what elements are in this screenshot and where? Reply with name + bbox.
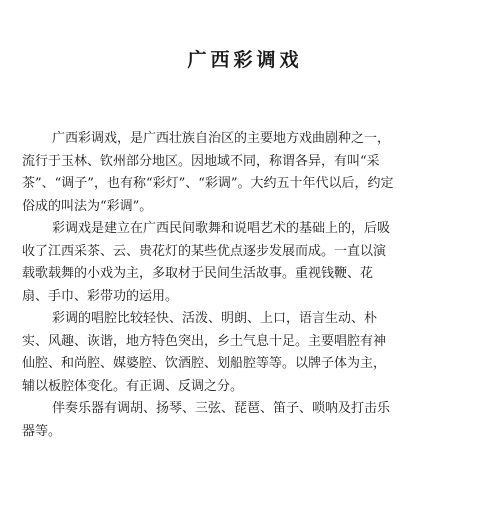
text-line: 扇、手巾、彩带功的运用。	[22, 288, 179, 304]
text-line: 茶”、“调子”，也有称“彩灯”、“彩调”。大约五十年代以后，约定	[22, 176, 394, 191]
paragraph-2	[22, 218, 442, 308]
text-line: 仙腔、和尚腔、媒婆腔、饮酒腔、划船腔等等。以牌子体为主，	[22, 356, 387, 371]
text-line: 收了江西采茶、云、贵花灯的某些优点逐步发展而成。一直以演	[22, 243, 387, 259]
document-body	[22, 128, 442, 443]
text-line: 实、风趣、诙谐，地方特色突出，乡土气息十足。主要唱腔有神	[22, 333, 387, 349]
text-line: 辅以板腔体变化。有正调、反调之分。	[22, 378, 244, 394]
paragraph-1	[22, 128, 442, 218]
text-line: 载歌载舞的小戏为主，多取材于民间生活故事。重视钱鞭、花	[22, 266, 374, 281]
text-line: 俗成的叫法为“彩调”。	[22, 198, 153, 214]
text-line: 流行于玉林、钦州部分地区。因地域不同，称谓各异，有叫“采	[22, 153, 380, 169]
document-title: 广西彩调戏	[187, 49, 303, 71]
text-line: 伴奏乐器有调胡、扬琴、三弦、琵琶、笛子、唢呐及打击乐	[52, 401, 391, 416]
paragraph-3	[22, 308, 442, 398]
text-line: 器等。	[22, 423, 62, 439]
text-line: 广西彩调戏，是广西壮族自治区的主要地方戏曲剧种之一，	[52, 131, 391, 146]
paragraph-4	[22, 398, 442, 443]
text-line: 彩调的唱腔比较轻快、活泼、明朗、上口，语言生动、朴	[52, 311, 378, 326]
text-line: 彩调戏是建立在广西民间歌舞和说唱艺术的基础上的，后吸	[52, 221, 391, 236]
